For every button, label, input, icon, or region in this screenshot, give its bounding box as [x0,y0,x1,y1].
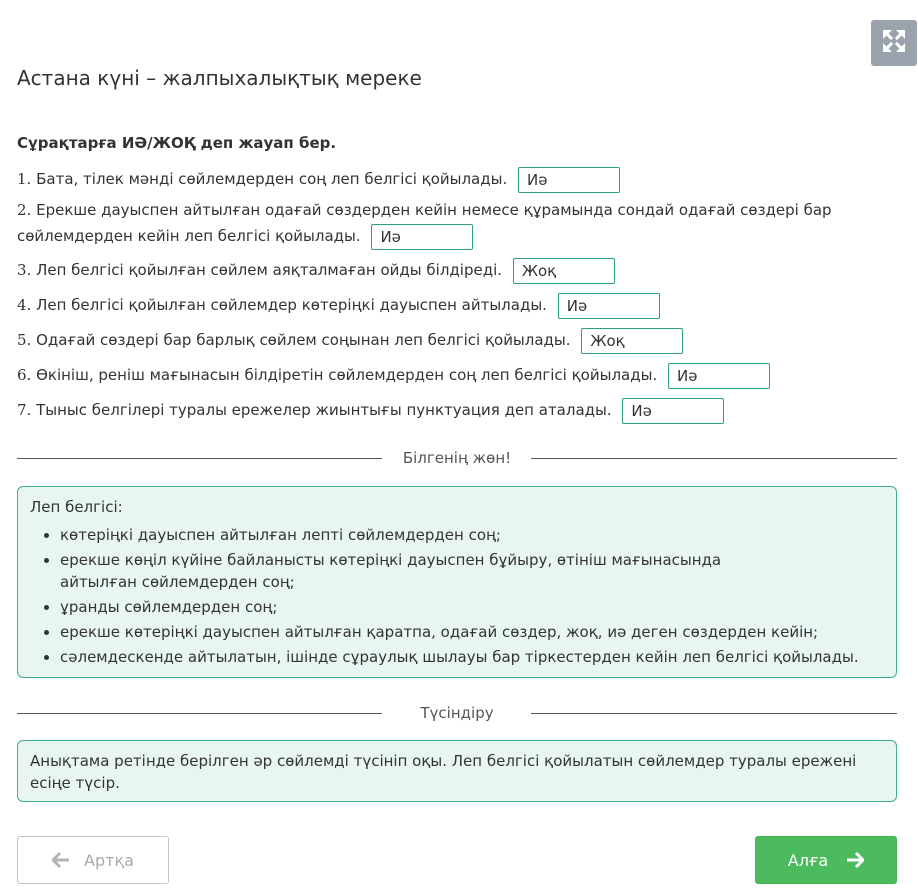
question-2 [17,197,832,250]
question-number: 3. [17,261,32,279]
answer-field[interactable]: Иә [371,224,473,250]
info-divider [17,448,897,468]
arrow-left-icon [52,852,70,868]
question-text: Леп белгісі қойылған сөйлем аяқталмаған ойды білдіреді. [36,261,503,279]
expand-arrows-icon [881,28,907,58]
fullscreen-button[interactable] [871,20,917,66]
arrow-right-icon [846,852,864,868]
back-button-label: Артқа [84,850,134,870]
answer-field[interactable]: Иә [622,398,724,424]
explanation-text: Анықтама ретінде берілген әр сөйлемді түсініп оқы. Леп белгісі қойылатын сөйлемдер туралы ережені есіңе түсір. [30,752,857,792]
answer-field[interactable]: Иә [518,167,620,193]
question-4 [17,292,660,319]
answer-field[interactable]: Жоқ [513,258,615,284]
divider-label: Білгенің жөн! [402,449,512,467]
divider-label: Түсіндіру [420,704,494,722]
list-item: • сәлемдескенде айтылатын, ішінде сұраулық шылауы бар тіркестерден кейін леп белгісі қойылады. [60,646,884,668]
explanation-panel [17,740,897,802]
question-number: 2. [17,201,32,219]
question-7 [17,397,724,424]
list-item: • ұранды сөйлемдерден соң; [60,596,884,618]
back-button[interactable] [17,836,169,884]
question-number: 4. [17,296,32,314]
explanation-divider [17,703,897,723]
question-number: 7. [17,401,32,419]
page-title: Астана күні – жалпыхалықтық мереке [17,66,422,90]
question-number: 1. [17,170,32,188]
question-3 [17,257,615,284]
question-1 [17,166,620,193]
question-text: Өкініш, реніш мағынасын білдіретін сөйлемдерден соң леп белгісі қойылады. [36,366,658,384]
question-text: Бата, тілек мәнді сөйлемдерден соң леп белгісі қойылады. [36,170,508,188]
answer-field[interactable]: Жоқ [581,328,683,354]
answer-field[interactable]: Иә [558,293,660,319]
question-text-continued: сөйлемдерден кейін леп белгісі қойылады. [17,227,361,245]
info-panel [17,486,897,678]
question-text: Одағай сөздері бар барлық сөйлем соңынан леп белгісі қойылады. [36,331,571,349]
question-text: Ерекше дауыспен айтылған одағай сөздерден кейін немесе құрамында сондай одағай сөздері бар [36,201,832,219]
question-text: Тыныс белгілері туралы ережелер жиынтығы пунктуация деп аталады. [36,401,612,419]
info-heading: Леп белгісі: [30,498,123,516]
info-list [30,524,884,668]
next-button-label: Алға [787,850,829,870]
next-button[interactable] [755,836,897,884]
answer-field[interactable]: Иә [668,363,770,389]
task-instruction: Сұрақтарға ИӘ/ЖОҚ деп жауап бер. [17,134,337,152]
question-5 [17,327,683,354]
list-item: • ерекше көтеріңкі дауыспен айтылған қаратпа, одағай сөздер, жоқ, иә деген сөздерден кейін; [60,621,884,643]
question-text: Леп белгісі қойылған сөйлемдер көтеріңкі дауыспен айтылады. [36,296,547,314]
question-6 [17,362,770,389]
question-number: 6. [17,366,32,384]
list-item: • көтеріңкі дауыспен айтылған лепті сөйлемдерден соң; [60,524,884,546]
list-item: • ерекше көңіл күйіне байланысты көтеріңкі дауыспен бұйыру, өтініш мағынасында айтылған сөйлемдерден соң; [60,549,884,593]
question-number: 5. [17,331,32,349]
